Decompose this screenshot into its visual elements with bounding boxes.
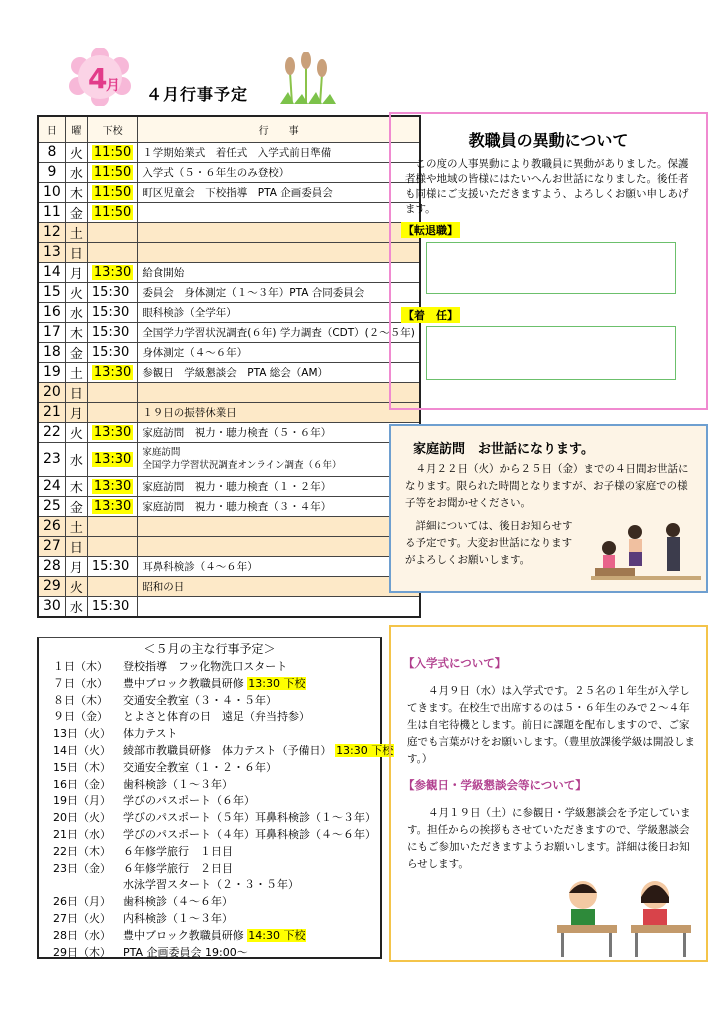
event-cell: １学期始業式 着任式 入学式前日準備: [138, 142, 420, 162]
may-event-item: [53, 826, 376, 842]
visit-body-2: 詳細については、後日お知らせする予定です。大変お世話になりますがよろしくお願いします。: [405, 520, 573, 566]
weekday-cell: 火: [65, 282, 87, 302]
day-cell: 23: [38, 442, 65, 476]
day-cell: 21: [38, 402, 65, 422]
event-text-2: 全国学力学習状況調査オンライン調査（６年）: [142, 460, 342, 471]
day-cell: 17: [38, 322, 65, 342]
day-cell: 9: [38, 162, 65, 182]
page-title: ４月行事予定: [146, 85, 249, 104]
table-row: [38, 476, 420, 496]
weekday-cell: 日: [65, 242, 87, 262]
may-event-text: 豊中ブロック教職員研修: [123, 928, 244, 942]
day-cell: 13: [38, 242, 65, 262]
dismissal-cell: [87, 342, 137, 362]
may-dismissal-badge: 13:30 下校: [248, 676, 306, 690]
table-row: [38, 282, 420, 302]
event-cell: 全国学力学習状況調査(６年) 学力調査（CDT）(２～５年): [138, 322, 420, 342]
dismissal-time: 13:30: [93, 364, 132, 380]
header-day: 日: [38, 116, 65, 142]
dismissal-time: 13:30: [93, 264, 132, 280]
day-cell: 25: [38, 496, 65, 516]
dismissal-cell: [87, 556, 137, 576]
weekday-cell: 金: [65, 342, 87, 362]
event-cell: [138, 242, 420, 262]
day-cell: 19: [38, 362, 65, 382]
dismissal-time: 15:30: [91, 324, 130, 340]
dismissal-time: 15:30: [91, 344, 130, 360]
weekday-cell: 木: [65, 322, 87, 342]
day-cell: 22: [38, 422, 65, 442]
may-event-item: [53, 658, 287, 674]
may-event-text: 綾部市教職員研修 体力テスト（予備日）: [123, 744, 332, 757]
header-events: 行 事: [138, 116, 420, 142]
may-event-date: 16日（金）: [53, 777, 111, 791]
event-cell: 耳鼻科検診（４～６年）: [138, 556, 420, 576]
weekday-cell: 月: [65, 262, 87, 282]
may-schedule-title: ＜５月の主な行事予定＞: [143, 642, 276, 656]
may-event-text: 水泳学習スタート（２・３・５年）: [123, 878, 299, 892]
event-cell: 家庭訪問 視力・聴力検査（１・２年）: [138, 476, 420, 496]
may-event-text: 学びのパスポート（５年）耳鼻科検診（１～３年）: [123, 811, 376, 825]
event-cell: １９日の振替休業日: [138, 402, 420, 422]
may-event-item: [53, 860, 233, 876]
may-event-date: 13日（火）: [53, 727, 111, 741]
event-cell: 昭和の日: [138, 576, 420, 596]
entrance-body: ４月９日（水）は入学式です。２５名の１年生が入学してきます。在校生で出席するのは５・６年生のみで２～４年生は自宅待機とします。前日に課題を配布しますので、ご家庭でも言葉がけをお願いします。（豊里放課後学級は開設します。）: [407, 685, 695, 765]
may-event-item: [53, 876, 299, 892]
may-event-text: 交通安全教室（１・２・６年）: [123, 760, 277, 774]
day-cell: 15: [38, 282, 65, 302]
header-dismissal: 下校: [87, 116, 137, 142]
day-cell: 14: [38, 262, 65, 282]
may-event-text: PTA 企画委員会 19:00～: [123, 945, 248, 959]
day-cell: 16: [38, 302, 65, 322]
weekday-cell: 水: [65, 596, 87, 617]
may-event-text: 歯科検診（１～３年）: [123, 777, 233, 791]
weekday-cell: 火: [65, 576, 87, 596]
may-event-text: 内科検診（１～３年）: [123, 912, 233, 925]
dismissal-cell: [87, 322, 137, 342]
table-row: [38, 382, 420, 402]
may-event-date: 21日（水）: [53, 828, 111, 841]
may-event-text: とよさと体育の日 遠足（弁当持参）: [123, 710, 310, 724]
may-event-text: 学びのパスポート（６年）: [123, 794, 255, 808]
may-event-item: [53, 708, 310, 724]
staff-title: 教職員の異動について: [468, 131, 629, 150]
dismissal-time: 13:30: [93, 451, 132, 467]
may-event-item: [53, 910, 233, 926]
day-cell: 11: [38, 202, 65, 222]
table-row: [38, 536, 420, 556]
table-row: [38, 402, 420, 422]
may-event-text: 体力テスト: [123, 727, 178, 741]
weekday-cell: 金: [65, 496, 87, 516]
april-schedule-table: [37, 115, 421, 618]
may-event-date: ９日（金）: [53, 710, 108, 724]
event-cell: 身体測定（４～６年）: [138, 342, 420, 362]
table-row: [38, 202, 420, 222]
event-cell: 給食開始: [138, 262, 420, 282]
event-cell: 委員会 身体測定（１～３年）PTA 合同委員会: [138, 282, 420, 302]
weekday-cell: 月: [65, 402, 87, 422]
dismissal-cell: [87, 496, 137, 516]
dismissal-time: 11:50: [93, 204, 132, 220]
may-dismissal-badge: 13:30 下校: [336, 744, 394, 757]
dismissal-time: 11:50: [93, 164, 132, 180]
may-event-date: 20日（火）: [53, 811, 111, 825]
sprouts-illustration: [276, 52, 338, 106]
day-cell: 30: [38, 596, 65, 617]
dismissal-time: 15:30: [91, 304, 130, 320]
may-event-item: [53, 944, 248, 960]
may-event-item: [53, 692, 277, 708]
table-row: [38, 496, 420, 516]
open-house-body: ４月１９日（土）に参観日・学級懇談会を予定しています。担任からの挨拶もさせていただきますので、学級懇談会にもご参加いただきますようお願いします。詳細は後日お知らせします。: [407, 807, 691, 870]
entrance-title: 【入学式について】: [403, 656, 507, 670]
table-row: [38, 342, 420, 362]
label-leave: 【転退職】: [403, 224, 458, 237]
dismissal-time: 15:30: [91, 598, 130, 614]
dismissal-cell: [87, 222, 137, 242]
may-event-text: 学びのパスポート（４年）耳鼻科検診（４～６年）: [123, 828, 376, 841]
event-cell: [138, 222, 420, 242]
event-cell: [138, 596, 420, 617]
home-visit-illustration: [591, 512, 701, 596]
may-event-text: 歯科検診（４～６年）: [123, 895, 233, 909]
may-event-date: 29日（木）: [53, 945, 111, 959]
dismissal-time: 15:30: [91, 284, 130, 300]
leave-list-box: [426, 242, 676, 294]
weekday-cell: 火: [65, 422, 87, 442]
dismissal-cell: [87, 182, 137, 202]
day-cell: 10: [38, 182, 65, 202]
weekday-cell: 木: [65, 476, 87, 496]
may-event-item: [53, 809, 376, 825]
may-event-item: [53, 792, 255, 808]
dismissal-cell: [87, 476, 137, 496]
day-cell: 27: [38, 536, 65, 556]
may-dismissal-badge: 14:30 下校: [248, 928, 306, 942]
event-cell: 町区児童会 下校指導 PTA 企画委員会: [138, 182, 420, 202]
may-event-item: [53, 759, 277, 775]
students-illustration: [551, 873, 697, 963]
may-event-item: [53, 675, 306, 691]
table-row: [38, 322, 420, 342]
may-event-text: 豊中ブロック教職員研修: [123, 676, 244, 690]
day-cell: 20: [38, 382, 65, 402]
badge-unit: 月: [106, 78, 120, 94]
dismissal-time: 13:30: [93, 498, 132, 514]
weekday-cell: 水: [65, 162, 87, 182]
day-cell: 29: [38, 576, 65, 596]
may-event-date: 19日（月）: [53, 794, 111, 808]
dismissal-cell: [87, 162, 137, 182]
day-cell: 18: [38, 342, 65, 362]
visit-title: 家庭訪問 お世話になります。: [413, 442, 594, 457]
day-cell: 26: [38, 516, 65, 536]
table-row: [38, 262, 420, 282]
event-cell: 参観日 学級懇談会 PTA 総会（AM）: [138, 362, 420, 382]
weekday-cell: 日: [65, 536, 87, 556]
table-row: [38, 516, 420, 536]
weekday-cell: 月: [65, 556, 87, 576]
label-arrive: 【着 任】: [403, 309, 458, 322]
table-row: [38, 162, 420, 182]
table-row: [38, 182, 420, 202]
may-event-item: [53, 843, 233, 859]
entrance-ceremony-box: [389, 625, 708, 962]
day-cell: 8: [38, 142, 65, 162]
table-row: [38, 142, 420, 162]
table-row: [38, 222, 420, 242]
event-cell: [138, 516, 420, 536]
dismissal-cell: [87, 142, 137, 162]
weekday-cell: 土: [65, 222, 87, 242]
day-cell: 28: [38, 556, 65, 576]
visit-body-1: ４月２２日（火）から２５日（金）までの４日間お世話になります。限られた時間となりますが、お子様の家庭での様子等をお聞かせください。: [405, 463, 689, 509]
may-event-date: 14日（火）: [53, 744, 111, 757]
dismissal-cell: [87, 536, 137, 556]
may-event-item: [53, 776, 233, 792]
event-text: 家庭訪問: [142, 447, 181, 458]
weekday-cell: 日: [65, 382, 87, 402]
table-row: [38, 576, 420, 596]
event-cell: [138, 536, 420, 556]
day-cell: 12: [38, 222, 65, 242]
may-event-text: 交通安全教室（３・４・５年）: [123, 693, 277, 707]
open-house-title: 【参観日・学級懇談会等について】: [403, 778, 587, 792]
event-cell: 入学式（５・６年生のみ登校）: [138, 162, 420, 182]
may-event-item: [53, 927, 306, 943]
table-row: [38, 362, 420, 382]
dismissal-time: 11:50: [93, 184, 132, 200]
dismissal-cell: [87, 516, 137, 536]
dismissal-cell: [87, 282, 137, 302]
home-visit-box: [389, 424, 708, 593]
may-schedule: [37, 637, 394, 959]
may-event-item: [53, 742, 394, 758]
table-row: [38, 556, 420, 576]
dismissal-time: 13:30: [93, 478, 132, 494]
weekday-cell: 土: [65, 516, 87, 536]
table-row: [38, 596, 420, 617]
may-event-text: 登校指導 フッ化物洗口スタート: [123, 660, 288, 673]
april-badge: [68, 48, 132, 106]
table-row: [38, 422, 420, 442]
may-event-date: 15日（木）: [53, 760, 111, 774]
weekday-cell: 水: [65, 442, 87, 476]
table-row: [38, 442, 420, 476]
table-row: [38, 302, 420, 322]
dismissal-cell: [87, 262, 137, 282]
dismissal-cell: [87, 596, 137, 617]
weekday-cell: 水: [65, 302, 87, 322]
badge-digit: 4: [88, 62, 108, 95]
may-event-item: [53, 893, 233, 909]
may-event-date: ８日（木）: [53, 693, 108, 707]
event-cell: [138, 442, 420, 476]
may-event-date: 26日（月）: [53, 895, 111, 909]
dismissal-cell: [87, 442, 137, 476]
dismissal-time: 15:30: [91, 558, 130, 574]
staff-body: この度の人事異動により教職員に異動がありました。保護者様や地域の皆様にはたいへんお世話になりました。後任者も同様にご支援いただきますよう、よろしくお願い申しあげます。: [405, 158, 689, 215]
dismissal-cell: [87, 422, 137, 442]
weekday-cell: 木: [65, 182, 87, 202]
event-cell: 家庭訪問 視力・聴力検査（３・４年）: [138, 496, 420, 516]
event-cell: [138, 382, 420, 402]
day-cell: 24: [38, 476, 65, 496]
dismissal-cell: [87, 382, 137, 402]
may-event-date: １日（木）: [53, 660, 108, 673]
dismissal-time: 11:50: [93, 144, 132, 160]
dismissal-cell: [87, 302, 137, 322]
event-cell: 眼科検診（全学年）: [138, 302, 420, 322]
dismissal-cell: [87, 576, 137, 596]
may-event-date: 22日（木）: [53, 844, 111, 858]
weekday-cell: 土: [65, 362, 87, 382]
table-row: [38, 242, 420, 262]
may-event-date: ７日（水）: [53, 676, 108, 690]
arrive-list-box: [426, 326, 676, 380]
may-event-date: 23日（金）: [53, 861, 111, 875]
dismissal-cell: [87, 362, 137, 382]
may-event-text: ６年修学旅行 ２日目: [123, 861, 233, 875]
may-event-text: ６年修学旅行 １日目: [123, 844, 233, 858]
dismissal-time: 13:30: [93, 424, 132, 440]
dismissal-cell: [87, 402, 137, 422]
weekday-cell: 金: [65, 202, 87, 222]
dismissal-cell: [87, 202, 137, 222]
event-cell: 家庭訪問 視力・聴力検査（５・６年）: [138, 422, 420, 442]
event-cell: [138, 202, 420, 222]
may-event-date: 28日（水）: [53, 928, 111, 942]
dismissal-cell: [87, 242, 137, 262]
header-weekday: 曜: [65, 116, 87, 142]
staff-transfer-box: [389, 112, 708, 410]
weekday-cell: 火: [65, 142, 87, 162]
may-event-item: [53, 725, 178, 741]
may-event-date: 27日（火）: [53, 912, 111, 925]
